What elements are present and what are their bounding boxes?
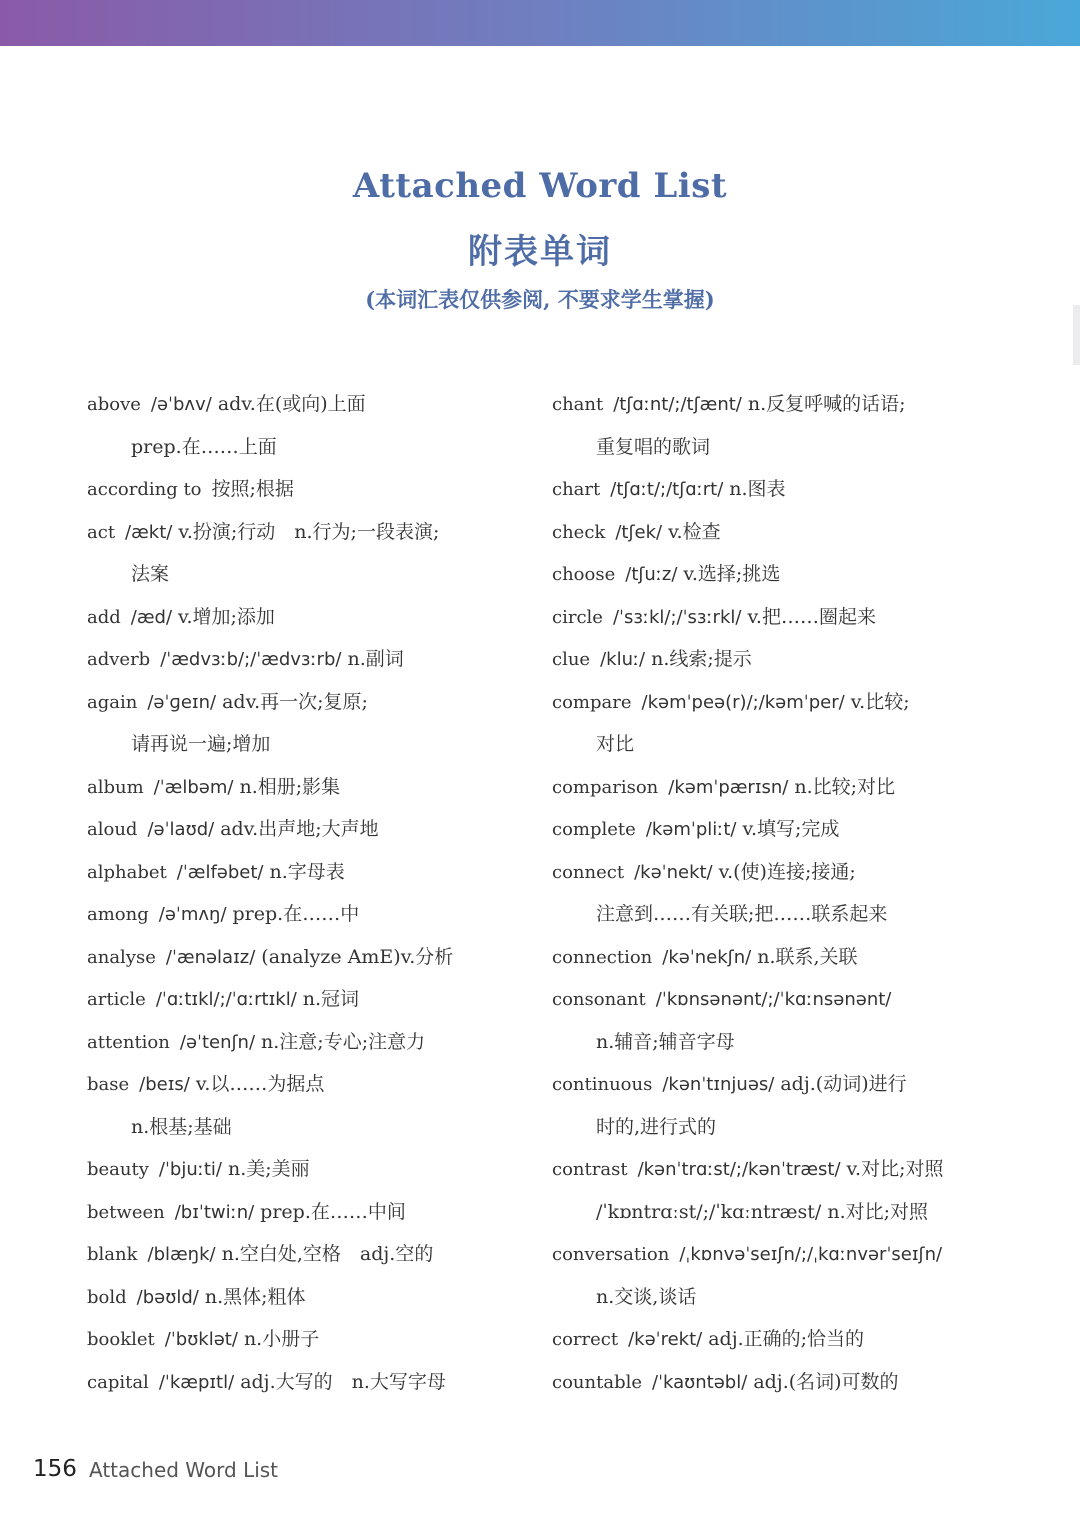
definition: adv.再一次;复原; [222, 690, 368, 713]
page-number: 156 [33, 1456, 77, 1482]
definition: adj.(动词)进行 [780, 1073, 907, 1095]
headword: complete [552, 819, 636, 840]
word-entry-line [552, 936, 992, 979]
headword: circle [552, 606, 603, 628]
word-entry-line [552, 1021, 992, 1064]
phonetic: /ˈbʊklət/ [164, 1329, 238, 1350]
word-entry-line [552, 1233, 992, 1276]
definition: v.填写;完成 [742, 818, 840, 840]
word-entry-line [552, 1106, 992, 1149]
word-entry-line [552, 808, 992, 851]
page-subtitle: (本词汇表仅供参阅, 不要求学生掌握) [365, 287, 715, 312]
phonetic: /ˈælbəm/ [153, 776, 234, 798]
word-entry-line [552, 978, 992, 1021]
headword: according to [87, 479, 202, 500]
word-entry-line [552, 383, 992, 426]
definition: 重复唱的歌词 [596, 435, 711, 458]
definition: n.反复呼喊的话语; [747, 393, 906, 415]
word-entry-line [87, 1318, 537, 1361]
definition: n.小册子 [243, 1328, 320, 1350]
phonetic: /ˈkæpɪtl/ [158, 1371, 235, 1393]
phonetic: /tʃek/ [615, 521, 663, 543]
headword: base [87, 1074, 130, 1095]
phonetic: /ækt/ [125, 521, 173, 543]
definition: prep.在……中 [232, 903, 360, 925]
phonetic: /kluː/ [600, 649, 646, 670]
definition: v.增加;添加 [178, 605, 275, 628]
word-entry-line [552, 1361, 992, 1404]
definition: 请再说一遍;增加 [131, 733, 271, 755]
phonetic: /ˈsɜːkl/;/ˈsɜːrkl/ [612, 606, 742, 628]
headword: capital [87, 1371, 149, 1393]
definition: n.交谈,谈话 [596, 1285, 697, 1308]
definition: v.(使)连接;接通; [718, 860, 856, 883]
headword: between [87, 1201, 165, 1223]
phonetic: /ˈbjuːti/ [158, 1159, 222, 1180]
page-edge-tab [1073, 305, 1080, 365]
word-entry-line [552, 1063, 992, 1106]
phonetic: /ˈædvɜːb/;/ˈædvɜːrb/ [160, 649, 342, 670]
phonetic: /kənˈtrɑːst/;/kənˈtræst/ [637, 1159, 841, 1180]
phonetic: /kəmˈpeə(r)/;/kəmˈper/ [641, 691, 845, 713]
word-entry-line [552, 723, 992, 766]
definition: n.线索;提示 [651, 648, 752, 670]
word-list-left-column [87, 383, 537, 1403]
word-entry-line [87, 1361, 537, 1404]
headword: choose [552, 564, 616, 585]
word-entry-line [87, 426, 537, 469]
word-entry-line [87, 936, 537, 979]
definition: n.图表 [729, 478, 786, 500]
definition: n.比较;对比 [794, 775, 896, 798]
definition: n.根基;基础 [131, 1115, 232, 1138]
phonetic: /kəˈnekt/ [634, 861, 713, 883]
headword: beauty [87, 1159, 149, 1180]
phonetic: /əˈɡeɪn/ [147, 691, 217, 713]
headword: among [87, 904, 149, 925]
phonetic: /kənˈtɪnjuəs/ [662, 1074, 775, 1095]
word-entry-line [87, 1191, 537, 1234]
definition: prep.在……上面 [131, 435, 277, 458]
word-entry-line [87, 893, 537, 936]
headword: act [87, 521, 116, 543]
word-entry-line [87, 383, 537, 426]
definition: v.检查 [668, 520, 721, 543]
word-entry-line [87, 851, 537, 894]
headword: clue [552, 649, 591, 670]
word-entry-line [87, 596, 537, 639]
page-title-english: Attached Word List [352, 166, 728, 206]
headword: aloud [87, 819, 138, 840]
headword: article [87, 989, 146, 1010]
word-entry-line [87, 1148, 537, 1191]
footer-label: Attached Word List [89, 1458, 279, 1482]
headword: add [87, 606, 121, 628]
headword: bold [87, 1286, 127, 1308]
definition: v.以……为据点 [195, 1073, 325, 1095]
word-entry-line [87, 1233, 537, 1276]
header-gradient-bar [0, 0, 1080, 46]
phonetic: /blæŋk/ [147, 1244, 216, 1265]
headword: correct [552, 1329, 619, 1350]
word-entry-line [87, 978, 537, 1021]
phonetic: /æd/ [130, 606, 173, 628]
definition: n.辅音;辅音字母 [596, 1030, 735, 1053]
phonetic: /tʃɑːt/;/tʃɑːrt/ [610, 479, 724, 500]
word-entry-line [552, 1191, 992, 1234]
word-entry-line [87, 723, 537, 766]
page-title-chinese: 附表单词 [468, 232, 612, 272]
phonetic: /ˈkɒnsənənt/;/ˈkɑːnsənənt/ [655, 989, 892, 1010]
phonetic: /əˈlaʊd/ [147, 819, 215, 840]
phonetic: /bɪˈtwiːn/ [174, 1201, 255, 1223]
phonetic: /ˈænəlaɪz/ [165, 946, 256, 968]
definition: adj.大写的 n.大写字母 [240, 1370, 446, 1393]
word-entry-line [552, 426, 992, 469]
word-entry-line [552, 766, 992, 809]
word-entry-line [552, 851, 992, 894]
definition: v.对比;对照 [846, 1158, 944, 1180]
headword: chant [552, 394, 604, 415]
headword: analyse [87, 946, 156, 968]
headword: blank [87, 1244, 138, 1265]
word-entry-line [552, 553, 992, 596]
definition: 时的,进行式的 [596, 1115, 717, 1138]
definition: n.副词 [347, 648, 404, 670]
headword: check [552, 521, 606, 543]
definition: 对比 [596, 733, 635, 755]
definition: adv.在(或向)上面 [217, 393, 366, 415]
headword: adverb [87, 649, 151, 670]
phonetic: /tʃɑːnt/;/tʃænt/ [613, 394, 742, 415]
word-entry-line [552, 681, 992, 724]
definition: n.美;美丽 [227, 1158, 310, 1180]
headword: continuous [552, 1074, 653, 1095]
definition: v.把……圈起来 [747, 605, 876, 628]
headword: connection [552, 946, 653, 968]
word-entry-line [87, 1021, 537, 1064]
definition: /ˈkɒntrɑːst/;/ˈkɑːntræst/ n.对比;对照 [596, 1200, 929, 1223]
phonetic: /kəˈnekʃn/ [662, 946, 752, 968]
phonetic: /ˈælfəbet/ [176, 861, 264, 883]
definition: (analyze AmE)v.分析 [261, 945, 454, 968]
word-entry-line [87, 766, 537, 809]
phonetic: /ˈɑːtɪkl/;/ˈɑːrtɪkl/ [155, 989, 297, 1010]
phonetic: /bəʊld/ [136, 1286, 199, 1308]
definition: n.相册;影集 [239, 775, 341, 798]
headword: album [87, 776, 144, 798]
word-entry-line [87, 1063, 537, 1106]
headword: booklet [87, 1329, 155, 1350]
definition: n.冠词 [302, 988, 360, 1010]
word-entry-line [87, 468, 537, 511]
definition: n.联系,关联 [757, 945, 858, 968]
headword: consonant [552, 989, 646, 1010]
word-entry-line [552, 893, 992, 936]
phonetic: /beɪs/ [139, 1074, 190, 1095]
word-entry-line [87, 511, 537, 554]
headword: attention [87, 1031, 170, 1053]
definition: n.空白处,空格 adj.空的 [221, 1243, 434, 1265]
headword: comparison [552, 776, 659, 798]
definition: 按照;根据 [211, 478, 294, 500]
phonetic: /əˈtenʃn/ [179, 1031, 256, 1053]
phonetic: /kəmˈpliːt/ [645, 819, 737, 840]
phonetic: /əˈmʌŋ/ [158, 904, 227, 925]
word-entry-line [552, 1148, 992, 1191]
word-entry-line [87, 1106, 537, 1149]
headword: contrast [552, 1159, 628, 1180]
phonetic: /kəˈrekt/ [628, 1329, 703, 1350]
definition: v.选择;挑选 [683, 563, 781, 585]
definition: 法案 [131, 563, 170, 585]
headword: conversation [552, 1244, 670, 1265]
phonetic: /əˈbʌv/ [150, 394, 212, 415]
word-entry-line [87, 638, 537, 681]
word-entry-line [552, 1276, 992, 1319]
headword: chart [552, 479, 601, 500]
headword: connect [552, 861, 625, 883]
headword: countable [552, 1371, 642, 1393]
word-entry-line [87, 808, 537, 851]
definition: 注意到……有关联;把……联系起来 [596, 903, 888, 925]
word-list-right-column [552, 383, 992, 1403]
word-entry-line [552, 1318, 992, 1361]
phonetic: /ˌkɒnvəˈseɪʃn/;/ˌkɑːnvərˈseɪʃn/ [679, 1244, 943, 1265]
word-entry-line [552, 468, 992, 511]
phonetic: /ˈkaʊntəbl/ [652, 1371, 748, 1393]
definition: adv.出声地;大声地 [220, 818, 379, 840]
headword: alphabet [87, 861, 167, 883]
headword: above [87, 394, 141, 415]
headword: again [87, 691, 138, 713]
word-entry-line [552, 596, 992, 639]
definition: v.比较; [850, 690, 910, 713]
headword: compare [552, 691, 632, 713]
word-entry-line [87, 553, 537, 596]
word-entry-line [552, 511, 992, 554]
phonetic: /tʃuːz/ [625, 564, 678, 585]
definition: adj.正确的;恰当的 [708, 1328, 865, 1350]
phonetic: /kəmˈpærɪsn/ [668, 776, 789, 798]
definition: n.黑体;粗体 [204, 1285, 306, 1308]
definition: n.字母表 [269, 860, 345, 883]
word-entry-line [87, 1276, 537, 1319]
definition: adj.(名词)可数的 [753, 1370, 899, 1393]
definition: v.扮演;行动 n.行为;一段表演; [178, 520, 440, 543]
definition: prep.在……中间 [260, 1200, 406, 1223]
definition: n.注意;专心;注意力 [261, 1030, 426, 1053]
word-entry-line [87, 681, 537, 724]
word-entry-line [552, 638, 992, 681]
